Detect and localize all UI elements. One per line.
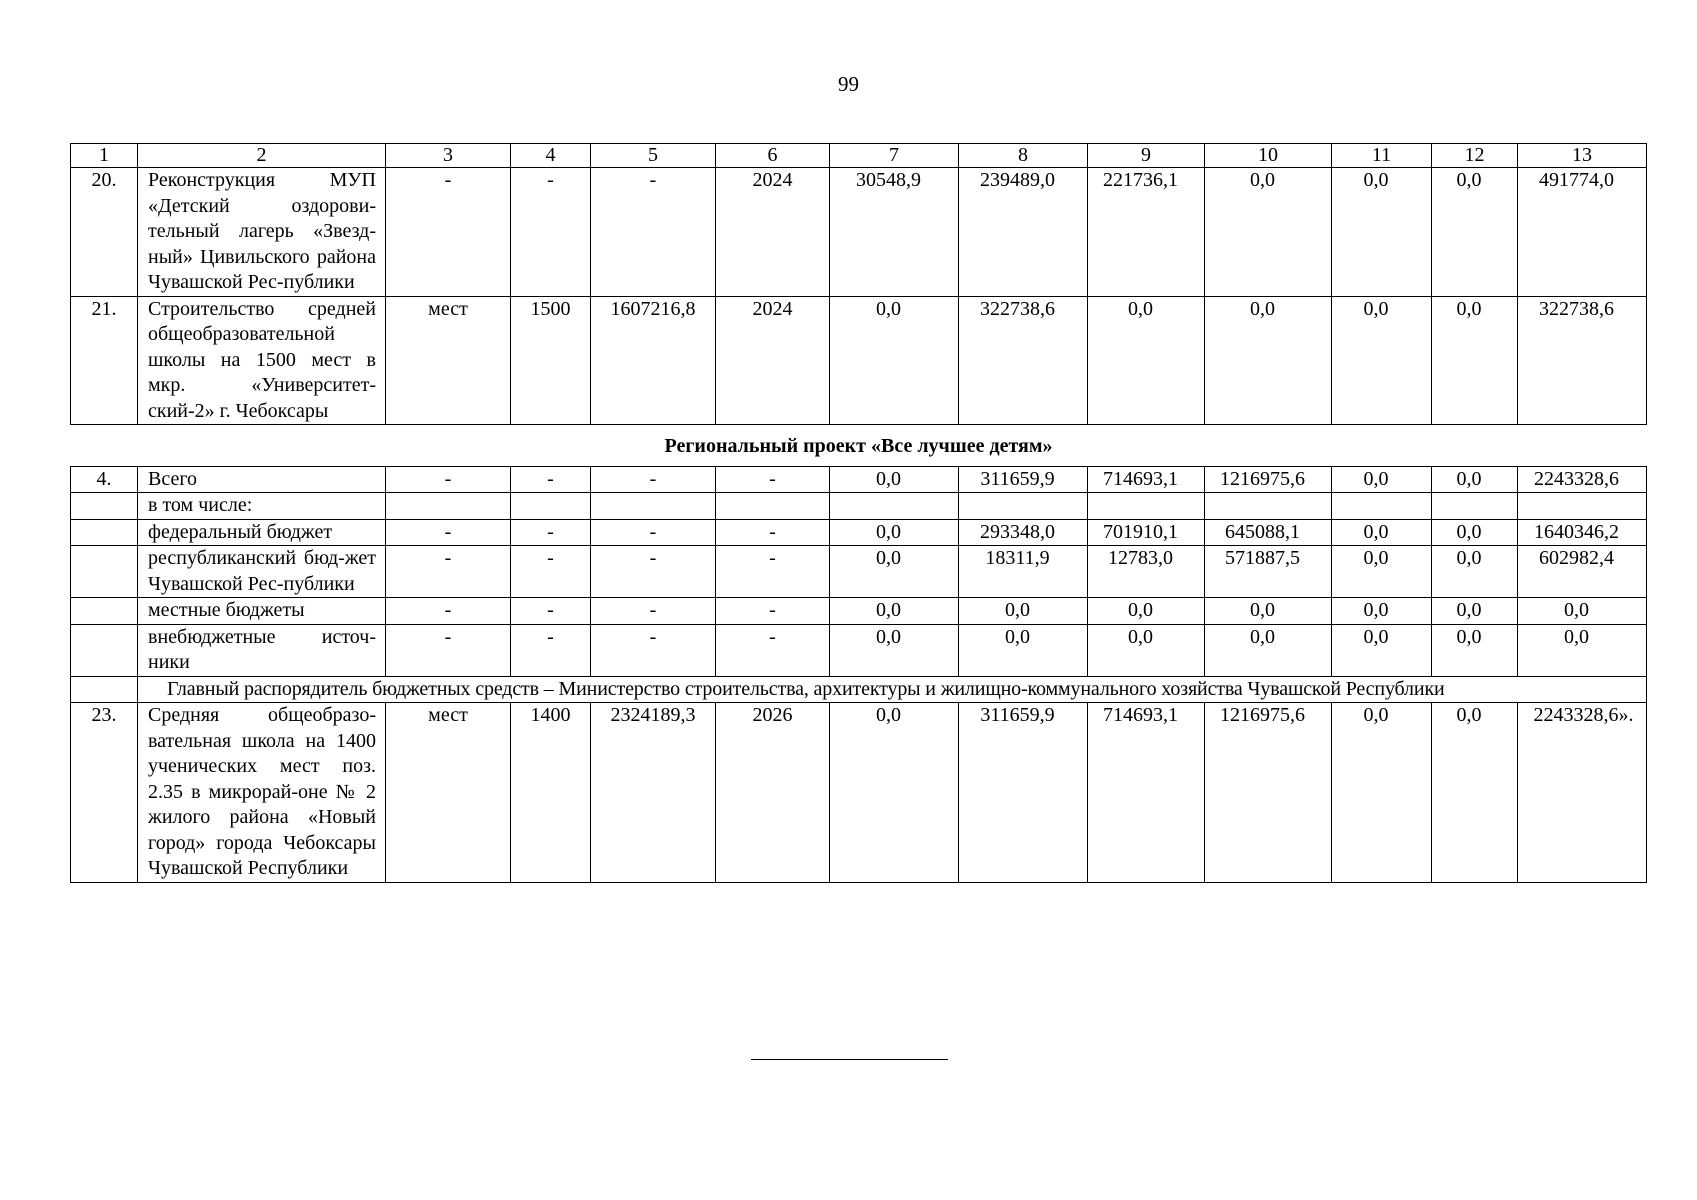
row-number: 23. bbox=[71, 703, 138, 883]
value-cell: 0,0 bbox=[1332, 546, 1432, 598]
capacity-cell: 1500 bbox=[511, 296, 591, 425]
value-cell: 714693,1 bbox=[1088, 703, 1205, 883]
year-cell: - bbox=[716, 519, 830, 546]
year-cell: 2024 bbox=[716, 168, 830, 297]
empty-cell bbox=[830, 493, 959, 520]
budget-row bbox=[71, 624, 1647, 676]
value-cell: 1216975,6 bbox=[1205, 703, 1332, 883]
budget-name: федеральный бюджет bbox=[138, 519, 386, 546]
including-row bbox=[71, 493, 1647, 520]
capacity-cell: - bbox=[511, 624, 591, 676]
budget-row bbox=[71, 519, 1647, 546]
empty-cell bbox=[591, 493, 716, 520]
value-cell: 0,0 bbox=[1332, 703, 1432, 883]
unit-cell: - bbox=[386, 598, 511, 625]
column-number: 13 bbox=[1518, 144, 1647, 168]
column-number: 10 bbox=[1205, 144, 1332, 168]
value-cell: 0,0 bbox=[959, 624, 1088, 676]
table-row bbox=[71, 296, 1647, 425]
value-cell: 1216975,6 bbox=[1205, 466, 1332, 493]
cost-cell: 2324189,3 bbox=[591, 703, 716, 883]
cost-cell: - bbox=[591, 168, 716, 297]
column-number: 12 bbox=[1432, 144, 1518, 168]
column-number: 11 bbox=[1332, 144, 1432, 168]
capacity-cell: - bbox=[511, 519, 591, 546]
value-cell: 0,0 bbox=[1332, 519, 1432, 546]
value-cell: 0,0 bbox=[959, 598, 1088, 625]
empty-cell bbox=[511, 493, 591, 520]
year-cell: - bbox=[716, 466, 830, 493]
empty-cell bbox=[959, 493, 1088, 520]
value-cell: 239489,0 bbox=[959, 168, 1088, 297]
value-cell: 221736,1 bbox=[1088, 168, 1205, 297]
cost-cell: - bbox=[591, 624, 716, 676]
cost-cell: - bbox=[591, 519, 716, 546]
row-number: 21. bbox=[71, 296, 138, 425]
value-cell: 0,0 bbox=[1432, 168, 1518, 297]
empty-cell bbox=[71, 519, 138, 546]
empty-cell bbox=[71, 624, 138, 676]
cost-cell: - bbox=[591, 598, 716, 625]
capacity-cell: - bbox=[511, 546, 591, 598]
empty-cell bbox=[71, 493, 138, 520]
unit-cell: - bbox=[386, 466, 511, 493]
value-cell: 0,0 bbox=[1332, 168, 1432, 297]
value-cell: 0,0 bbox=[1432, 598, 1518, 625]
row-number: 20. bbox=[71, 168, 138, 297]
unit-cell: - bbox=[386, 624, 511, 676]
value-cell: 0,0 bbox=[1088, 296, 1205, 425]
value-cell: 18311,9 bbox=[959, 546, 1088, 598]
column-number: 7 bbox=[830, 144, 959, 168]
value-cell: 0,0 bbox=[1518, 598, 1647, 625]
empty-cell bbox=[1205, 493, 1332, 520]
value-cell: 0,0 bbox=[830, 519, 959, 546]
value-cell: 0,0 bbox=[1432, 703, 1518, 883]
section-heading-row bbox=[71, 425, 1647, 467]
capacity-cell: 1400 bbox=[511, 703, 591, 883]
value-cell: 311659,9 bbox=[959, 703, 1088, 883]
value-cell: 0,0 bbox=[830, 624, 959, 676]
empty-cell bbox=[386, 493, 511, 520]
column-number: 4 bbox=[511, 144, 591, 168]
value-cell: 0,0 bbox=[1432, 466, 1518, 493]
cost-cell: - bbox=[591, 466, 716, 493]
value-cell: 0,0 bbox=[1332, 624, 1432, 676]
value-cell: 0,0 bbox=[1432, 519, 1518, 546]
column-number: 3 bbox=[386, 144, 511, 168]
value-cell: 322738,6 bbox=[1518, 296, 1647, 425]
value-cell: 0,0 bbox=[830, 546, 959, 598]
value-cell: 2243328,6 bbox=[1518, 466, 1647, 493]
value-cell: 30548,9 bbox=[830, 168, 959, 297]
column-number: 1 bbox=[71, 144, 138, 168]
capacity-cell: - bbox=[511, 598, 591, 625]
value-cell: 0,0 bbox=[1518, 624, 1647, 676]
year-cell: - bbox=[716, 598, 830, 625]
budget-name: внебюджетные источ-ники bbox=[138, 624, 386, 676]
budget-manager-text: Главный распорядитель бюджетных средств – Министерство строительства, архитектуры и жилищно-коммунального хозяйства Чувашской Республики bbox=[138, 676, 1647, 703]
value-cell: 0,0 bbox=[830, 466, 959, 493]
value-cell: 714693,1 bbox=[1088, 466, 1205, 493]
unit-cell: - bbox=[386, 168, 511, 297]
value-cell: 322738,6 bbox=[959, 296, 1088, 425]
value-cell: 602982,4 bbox=[1518, 546, 1647, 598]
column-number-row bbox=[71, 144, 1647, 168]
object-name: Строительство средней общеобразовательной школы на 1500 мест в мкр. «Университет-ский-2» г. Чебоксары bbox=[138, 296, 386, 425]
table-row bbox=[71, 168, 1647, 297]
value-cell: 0,0 bbox=[1432, 624, 1518, 676]
section-title: Региональный проект «Все лучшее детям» bbox=[71, 425, 1647, 467]
object-name: Средняя общеобразо-вательная школа на 1400 ученических мест поз. 2.35 в микрорай-оне № 2 жилого района «Новый город» города Чебоксары Чувашской Республики bbox=[138, 703, 386, 883]
capacity-cell: - bbox=[511, 466, 591, 493]
value-cell: 491774,0 bbox=[1518, 168, 1647, 297]
value-cell: 2243328,6». bbox=[1518, 703, 1647, 883]
value-cell: 0,0 bbox=[1205, 598, 1332, 625]
column-number: 2 bbox=[138, 144, 386, 168]
value-cell: 0,0 bbox=[1205, 624, 1332, 676]
value-cell: 0,0 bbox=[1332, 466, 1432, 493]
financing-table bbox=[70, 143, 1647, 883]
year-cell: - bbox=[716, 624, 830, 676]
column-number: 8 bbox=[959, 144, 1088, 168]
empty-cell bbox=[1432, 493, 1518, 520]
value-cell: 12783,0 bbox=[1088, 546, 1205, 598]
total-row bbox=[71, 466, 1647, 493]
value-cell: 571887,5 bbox=[1205, 546, 1332, 598]
empty-cell bbox=[1518, 493, 1647, 520]
unit-cell: - bbox=[386, 546, 511, 598]
year-cell: 2024 bbox=[716, 296, 830, 425]
value-cell: 0,0 bbox=[830, 598, 959, 625]
object-name: Реконструкция МУП «Детский оздорови-тельный лагерь «Звезд-ный» Цивильского района Чувашской Рес-публики bbox=[138, 168, 386, 297]
value-cell: 0,0 bbox=[830, 703, 959, 883]
empty-cell bbox=[71, 676, 138, 703]
table-row bbox=[71, 703, 1647, 883]
cost-cell: - bbox=[591, 546, 716, 598]
column-number: 6 bbox=[716, 144, 830, 168]
including-label: в том числе: bbox=[138, 493, 386, 520]
empty-cell bbox=[716, 493, 830, 520]
empty-cell bbox=[1332, 493, 1432, 520]
value-cell: 293348,0 bbox=[959, 519, 1088, 546]
value-cell: 645088,1 bbox=[1205, 519, 1332, 546]
closing-rule bbox=[751, 1059, 948, 1060]
budget-name: местные бюджеты bbox=[138, 598, 386, 625]
column-number: 9 bbox=[1088, 144, 1205, 168]
value-cell: 1640346,2 bbox=[1518, 519, 1647, 546]
cost-cell: 1607216,8 bbox=[591, 296, 716, 425]
budget-manager-row bbox=[71, 676, 1647, 703]
unit-cell: мест bbox=[386, 703, 511, 883]
empty-cell bbox=[71, 598, 138, 625]
value-cell: 0,0 bbox=[830, 296, 959, 425]
empty-cell bbox=[1088, 493, 1205, 520]
total-label: Всего bbox=[138, 466, 386, 493]
value-cell: 0,0 bbox=[1432, 546, 1518, 598]
value-cell: 0,0 bbox=[1332, 598, 1432, 625]
budget-name: республиканский бюд-жет Чувашской Рес-публики bbox=[138, 546, 386, 598]
budget-row bbox=[71, 598, 1647, 625]
value-cell: 0,0 bbox=[1205, 168, 1332, 297]
value-cell: 0,0 bbox=[1332, 296, 1432, 425]
value-cell: 311659,9 bbox=[959, 466, 1088, 493]
capacity-cell: - bbox=[511, 168, 591, 297]
empty-cell bbox=[71, 546, 138, 598]
page-number: 99 bbox=[838, 72, 859, 96]
column-number: 5 bbox=[591, 144, 716, 168]
value-cell: 701910,1 bbox=[1088, 519, 1205, 546]
year-cell: 2026 bbox=[716, 703, 830, 883]
budget-row bbox=[71, 546, 1647, 598]
value-cell: 0,0 bbox=[1205, 296, 1332, 425]
value-cell: 0,0 bbox=[1088, 598, 1205, 625]
row-number: 4. bbox=[71, 466, 138, 493]
unit-cell: - bbox=[386, 519, 511, 546]
value-cell: 0,0 bbox=[1432, 296, 1518, 425]
year-cell: - bbox=[716, 546, 830, 598]
unit-cell: мест bbox=[386, 296, 511, 425]
value-cell: 0,0 bbox=[1088, 624, 1205, 676]
